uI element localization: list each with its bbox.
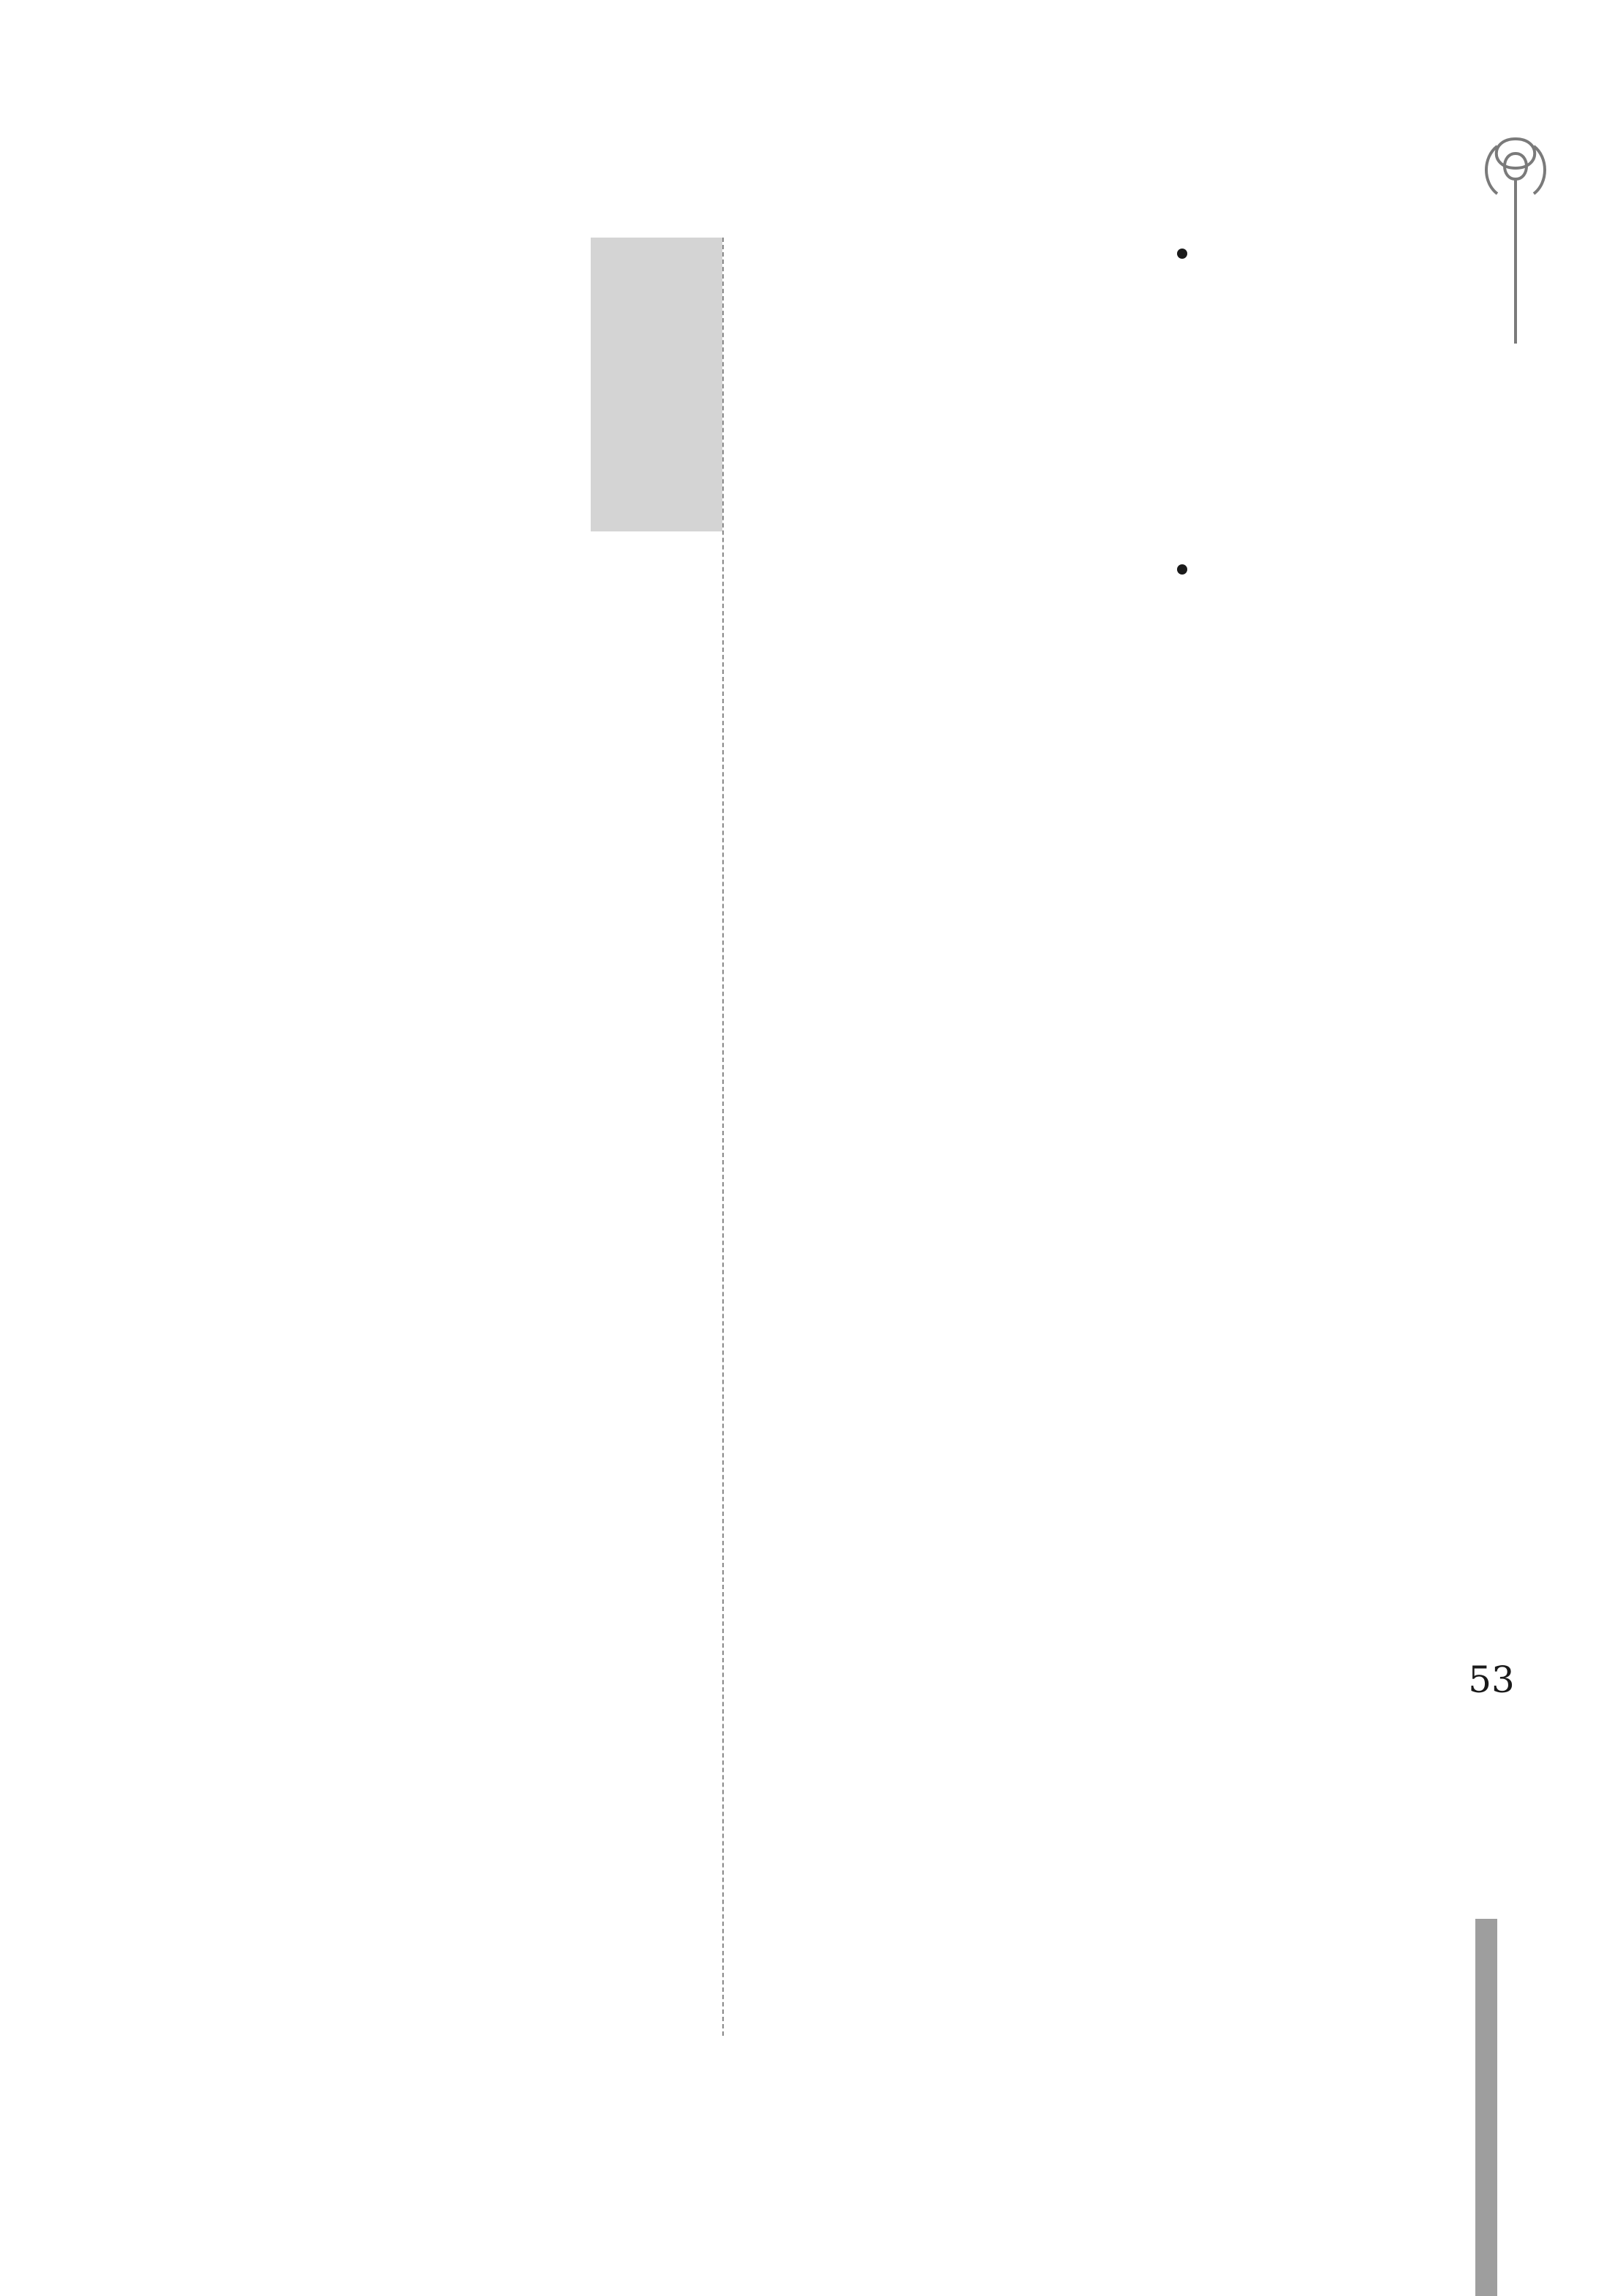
bullet-marker: [1177, 249, 1187, 259]
header-ornament: [1475, 124, 1556, 344]
page-edge-tab: [1475, 1919, 1497, 2296]
page-number: 53: [1468, 1659, 1515, 1701]
bullet-marker: [1177, 564, 1187, 575]
heading-divider: [722, 238, 724, 2036]
section-heading-box: [591, 238, 722, 531]
